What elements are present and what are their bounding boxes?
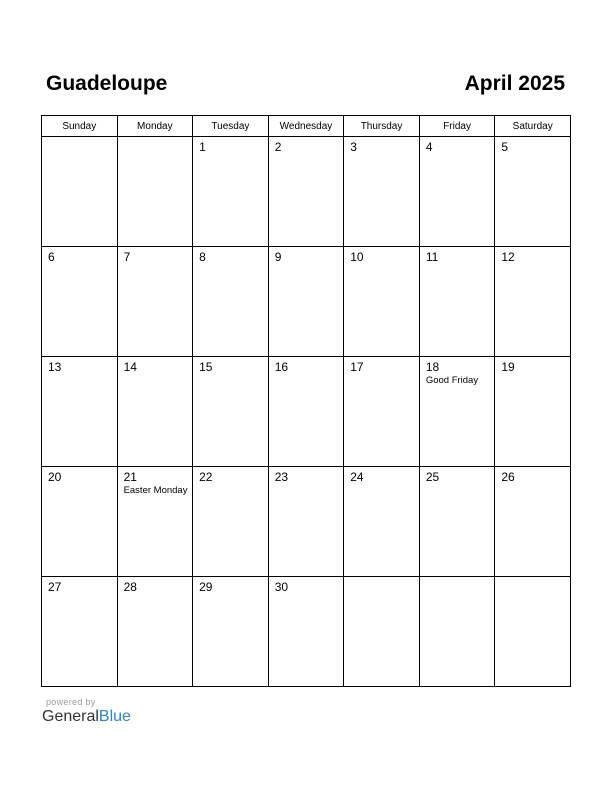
day-cell [344,247,420,357]
day-number: 13 [48,360,62,374]
day-cell [419,577,495,687]
day-cell [495,467,571,577]
day-number: 14 [123,360,137,374]
day-cell [268,247,344,357]
weekday-saturday: Saturday [495,116,571,137]
brand-wordmark [42,708,131,726]
day-number: 6 [48,250,55,264]
day-number: 21 [123,470,137,484]
day-cell [193,247,269,357]
day-number: 17 [350,360,364,374]
powered-by-label: powered by [46,697,96,707]
day-number: 7 [123,250,131,264]
day-cell [495,137,571,247]
day-number: 27 [48,580,62,594]
day-number: 2 [274,140,282,154]
day-cell [268,137,344,247]
day-cell [193,137,269,247]
day-cell [344,467,420,577]
day-number: 15 [199,360,213,374]
day-cell [193,467,269,577]
holiday-label: Easter Monday [123,485,188,496]
day-number: 20 [48,470,62,484]
day-cell [419,137,495,247]
day-number: 5 [501,140,509,154]
day-number: 26 [501,470,515,484]
day-number [495,577,570,580]
calendar-grid [41,115,571,687]
week-row-5 [42,577,571,687]
day-number: 12 [501,250,515,264]
day-cell [344,137,420,247]
day-cell [42,357,118,467]
weekday-tuesday: Tuesday [193,116,269,137]
weekday-sunday: Sunday [42,116,118,137]
day-cell [495,577,571,687]
day-cell [419,467,495,577]
day-number: 25 [425,470,440,484]
week-row-4 [42,467,571,577]
day-cell [193,577,269,687]
day-cell [117,247,193,357]
week-row-2 [42,247,571,357]
day-number: 23 [274,470,289,484]
day-number: 4 [425,140,433,154]
day-number [344,577,419,580]
day-cell [344,357,420,467]
day-number: 24 [350,470,364,484]
week-row-1 [42,137,571,247]
day-number: 3 [350,140,357,154]
day-cell [42,137,118,247]
day-cell [42,577,118,687]
day-number: 16 [274,360,289,374]
day-cell [117,357,193,467]
weekday-wednesday: Wednesday [268,116,344,137]
weekday-monday: Monday [117,116,193,137]
day-number: 29 [199,580,213,594]
day-cell [117,467,193,577]
day-number: 19 [501,360,515,374]
day-number: 8 [199,250,206,264]
day-number: 22 [199,470,213,484]
day-cell [419,247,495,357]
day-cell [268,467,344,577]
day-number: 11 [425,250,439,264]
day-cell [495,357,571,467]
day-number [420,577,495,580]
day-number: 1 [199,140,206,154]
weekday-friday: Friday [419,116,495,137]
day-number: 28 [123,580,137,594]
brand-blue: Blue [98,708,131,725]
day-cell [344,577,420,687]
day-cell [42,247,118,357]
day-cell [117,577,193,687]
country-title: Guadeloupe [46,72,168,95]
day-cell [42,467,118,577]
day-number [42,137,117,140]
day-cell [268,577,344,687]
day-number: 30 [274,580,289,594]
generalblue-logo[interactable] [42,697,131,726]
brand-general: General [42,708,99,725]
day-number: 10 [350,250,364,264]
day-cell [193,357,269,467]
day-number [118,137,193,140]
weekday-thursday: Thursday [344,116,420,137]
holiday-label: Good Friday [425,375,479,386]
day-number: 18 [425,360,440,374]
weekday-header-row [42,116,571,137]
month-year-title: April 2025 [464,72,565,95]
week-row-3 [42,357,571,467]
day-cell [117,137,193,247]
day-cell [268,357,344,467]
day-cell [495,247,571,357]
day-cell [419,357,495,467]
day-number: 9 [274,250,282,264]
